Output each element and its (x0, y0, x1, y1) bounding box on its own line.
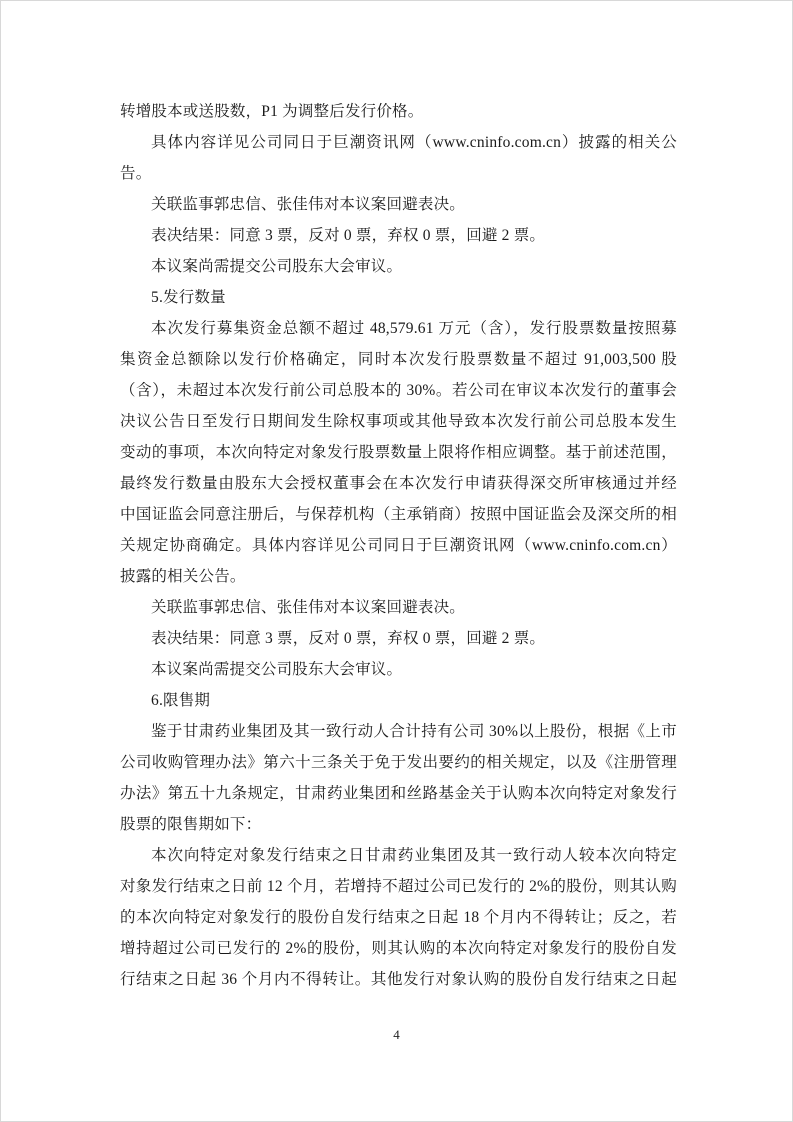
doc-line: 鉴于甘肃药业集团及其一致行动人合计持有公司 30%以上股份，根据《上市 (151, 723, 677, 740)
doc-line: 中国证监会同意注册后，与保荐机构（主承销商）按照中国证监会及深交所的相 (120, 506, 677, 523)
doc-line: 决议公告日至发行日期间发生除权事项或其他导致本次发行前公司总股本发生 (120, 413, 677, 430)
doc-line: 本次向特定对象发行结束之日甘肃药业集团及其一致行动人较本次向特定 (151, 847, 677, 864)
doc-line: 本次发行募集资金总额不超过 48,579.61 万元（含），发行股票数量按照募 (151, 320, 677, 337)
doc-line: 具体内容详见公司同日于巨潮资讯网（www.cninfo.com.cn）披露的相关公 (151, 134, 677, 151)
doc-line: 最终发行数量由股东大会授权董事会在本次发行申请获得深交所审核通过并经 (120, 475, 677, 492)
doc-line: 披露的相关公告。 (120, 568, 246, 585)
doc-line: 增持超过公司已发行的 2%的股份，则其认购的本次向特定对象发行的股份自发 (120, 940, 677, 957)
doc-line: 6.限售期 (151, 692, 211, 709)
doc-line: 股票的限售期如下： (120, 816, 262, 833)
doc-line: 变动的事项，本次向特定对象发行股票数量上限将作相应调整。基于前述范围， (120, 444, 677, 461)
doc-line: （含），未超过本次发行前公司总股本的 30%。若公司在审议本次发行的董事会 (120, 382, 677, 399)
document-body (120, 96, 677, 995)
doc-line: 的本次向特定对象发行的股份自发行结束之日起 18 个月内不得转让；反之，若 (120, 909, 677, 926)
doc-line: 本议案尚需提交公司股东大会审议。 (151, 258, 403, 275)
doc-line: 关联监事郭忠信、张佳伟对本议案回避表决。 (151, 196, 466, 213)
doc-line: 5.发行数量 (151, 289, 226, 306)
doc-line: 表决结果：同意 3 票，反对 0 票，弃权 0 票，回避 2 票。 (151, 630, 546, 647)
doc-line: 办法》第五十九条规定，甘肃药业集团和丝路基金关于认购本次向特定对象发行 (120, 785, 677, 802)
doc-line: 转增股本或送股数，P1 为调整后发行价格。 (120, 103, 424, 120)
doc-line: 集资金总额除以发行价格确定，同时本次发行股票数量不超过 91,003,500 股 (120, 351, 677, 368)
doc-line: 表决结果：同意 3 票，反对 0 票，弃权 0 票，回避 2 票。 (151, 227, 546, 244)
doc-line: 关联监事郭忠信、张佳伟对本议案回避表决。 (151, 599, 466, 616)
doc-line: 公司收购管理办法》第六十三条关于免于发出要约的相关规定，以及《注册管理 (120, 754, 677, 771)
doc-line: 对象发行结束之日前 12 个月，若增持不超过公司已发行的 2%的股份，则其认购 (120, 878, 677, 895)
doc-line: 告。 (120, 165, 152, 182)
doc-line: 本议案尚需提交公司股东大会审议。 (151, 661, 403, 678)
doc-line: 行结束之日起 36 个月内不得转让。其他发行对象认购的股份自发行结束之日起 (120, 971, 677, 988)
doc-line: 关规定协商确定。具体内容详见公司同日于巨潮资讯网（www.cninfo.com.cn） (120, 537, 677, 554)
page-number: 4 (393, 1027, 400, 1042)
